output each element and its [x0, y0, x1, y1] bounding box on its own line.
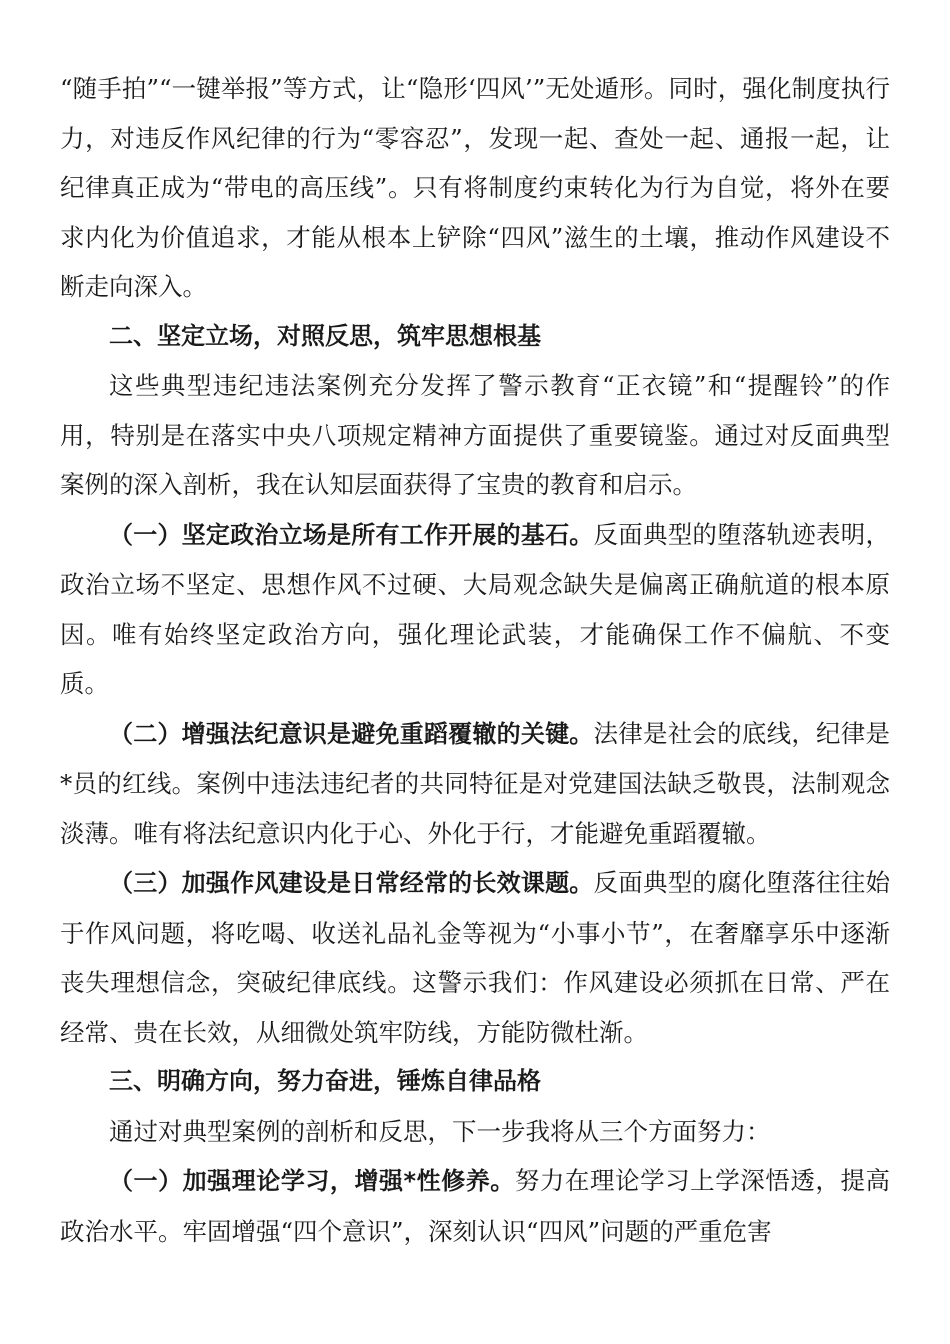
paragraph-continued: “随手拍”“一键举报”等方式，让“隐形‘四风’”无处遁形。同时，强化制度执行力，对违反作风纪律的行为“零容忍”，发现一起、查处一起、通报一起，让纪律真正成为“带电的高压线”。只有将制度约束转化为行为自觉，将外在要求内化为价值追求，才能从根本上铲除“四风”滋生的土壤，推动作风建设不断走向深入。 [60, 74, 890, 301]
subsection-one-lead: （一）坚定政治立场是所有工作开展的基石。 [109, 520, 594, 549]
subsection-two-lead: （二）增强法纪意识是避免重蹈覆辙的关键。 [109, 719, 594, 748]
subsection-three [60, 858, 890, 1057]
subsection-three-one [60, 1156, 890, 1256]
subsection-one [60, 510, 890, 709]
subsection-two-body: 法律是社会的底线，纪律是*员的红线。案例中违法违纪者的共同特征是对党建国法缺乏敬畏，法制观念淡薄。唯有将法纪意识内化于心、外化于行，才能避免重蹈覆辙。 [60, 718, 890, 848]
subsection-two [60, 709, 890, 859]
subsection-three-body: 反面典型的腐化堕落往往始于作风问题，将吃喝、收送礼品礼金等视为“小事小节”，在奢靡享乐中逐渐丧失理想信念，突破纪律底线。这警示我们：作风建设必须抓在日常、严在经常、贵在长效，从细微处筑牢防线，方能防微杜渐。 [60, 868, 890, 1047]
document-page [60, 64, 890, 1256]
subsection-three-lead: （三）加强作风建设是日常经常的长效课题。 [109, 869, 594, 897]
subsection-three-one-lead: （一）加强理论学习，增强*性修养。 [109, 1167, 515, 1195]
section-heading-three: 三、明确方向，努力奋进，锤炼自律品格 [109, 1067, 541, 1095]
paragraph-intro-three: 通过对典型案例的剖析和反思，下一步我将从三个方面努力： [109, 1116, 771, 1146]
section-heading-two: 二、坚定立场，对照反思，筑牢思想根基 [109, 321, 541, 350]
subsection-three-one-body: 努力在理论学习上学深悟透，提高政治水平。牢固增强“四个意识”，深刻认识“四风”问题的严重危害 [60, 1166, 890, 1246]
paragraph-intro-two: 这些典型违纪违法案例充分发挥了警示教育“正衣镜”和“提醒铃”的作用，特别是在落实中央八项规定精神方面提供了重要镜鉴。通过对反面典型案例的深入剖析，我在认知层面获得了宝贵的教育和启示。 [60, 371, 890, 499]
subsection-one-body: 反面典型的堕落轨迹表明，政治立场不坚定、思想作风不过硬、大局观念缺失是偏离正确航道的根本原因。唯有始终坚定政治方向，强化理论武装，才能确保工作不偏航、不变质。 [60, 519, 890, 698]
